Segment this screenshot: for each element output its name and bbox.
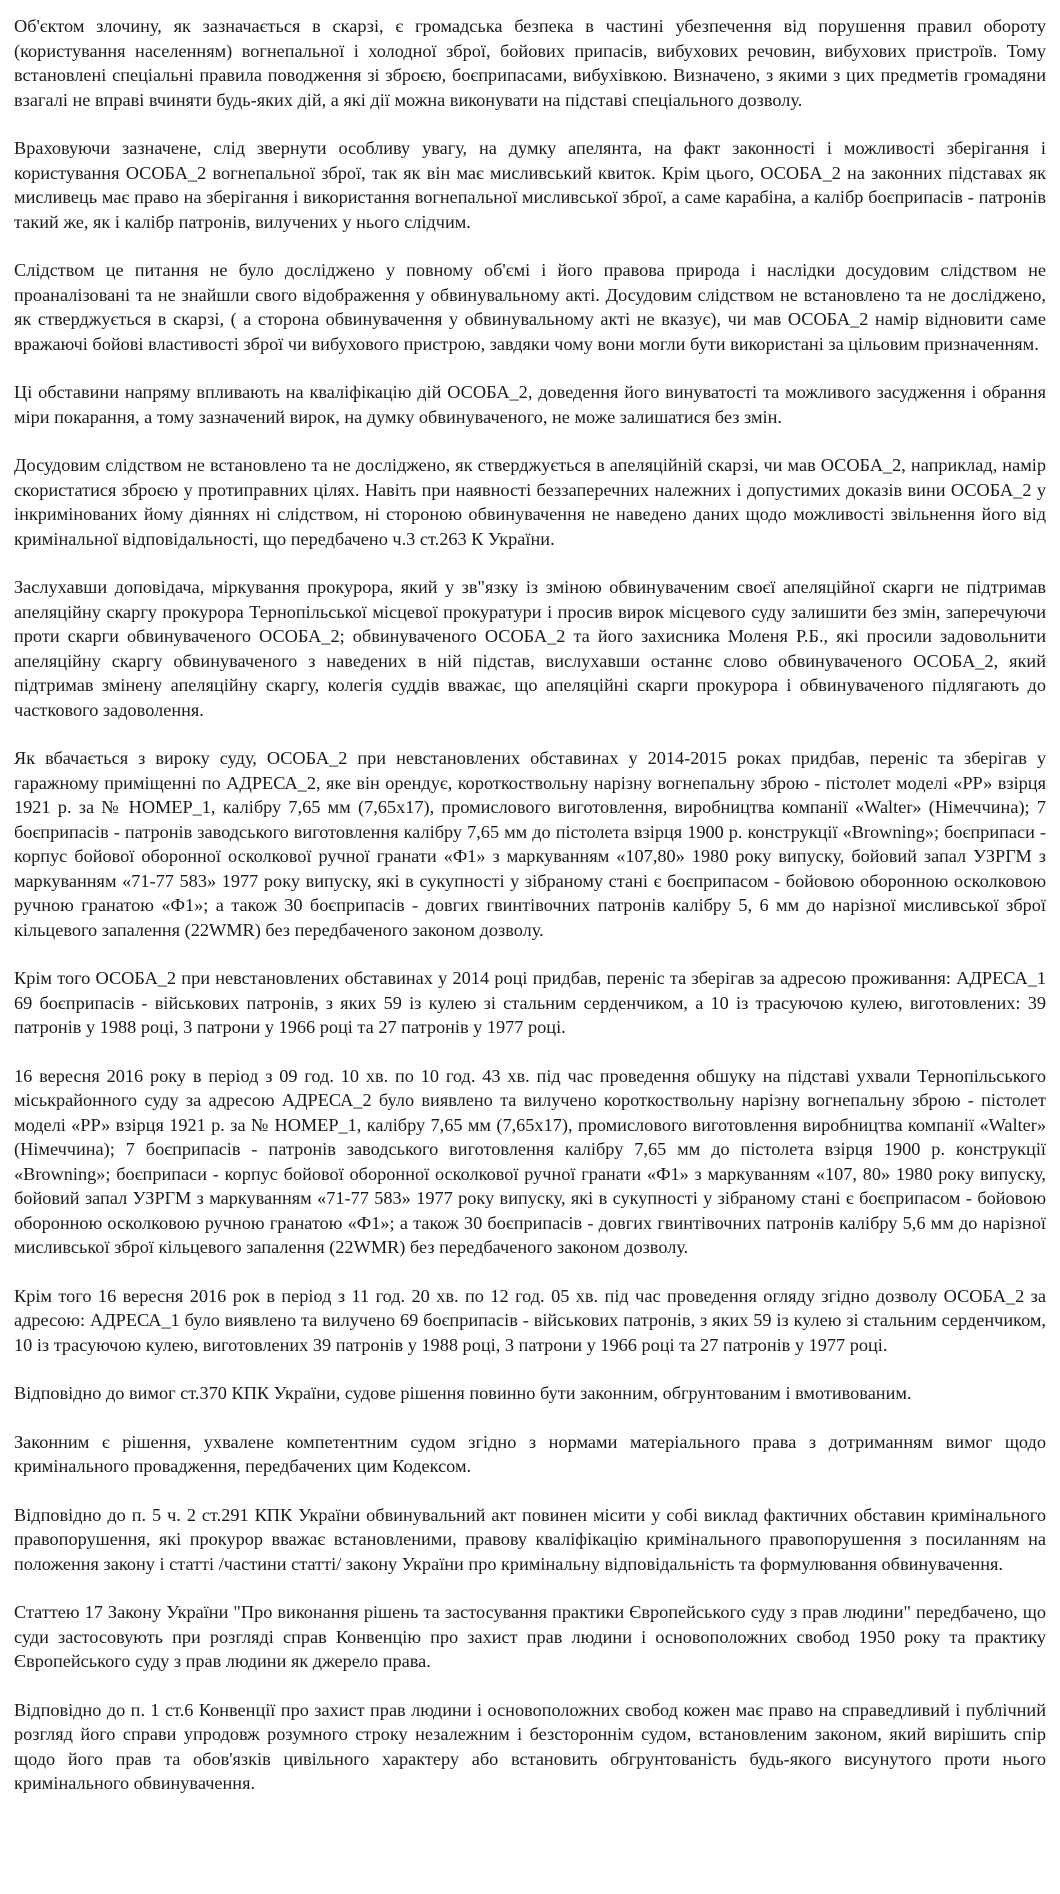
paragraph-9: 16 вересня 2016 року в період з 09 год. 10 хв. по 10 год. 43 хв. під час проведення обшуку на підставі ухвали Тернопільського міськрайонного суду за адресою АДРЕСА_2 було виявлено та вилучено короткоствольну нарізну вогнепальну зброю - пістолет моделі «РР» взірця 1921 р. за № НОМЕР_1, калібру 7,65 мм (7,65х17), промислового виготовлення виробництва компанії «Walter» (Німеччина); 7 боєприпасів - патронів заводського виготовлення калібру 7,65 мм до пістолета взірця 1900 р. конструкції «Browning»; боєприпаси - корпус бойової оборонної осколкової ручної гранати «Ф1» з маркуванням «107, 80» 1980 року випуску, бойовий запал УЗРГМ з маркуванням «71-77 583» 1977 року випуску, які в сукупності у зібраному стані є боєприпасом - бойовою оборонною осколковою ручною гранатою «Ф1»; а також 30 боєприпасів - довгих гвинтівочних патронів калібру 5,6 мм до нарізної мисливської зброї кільцевого запалення (22WMR) без передбаченого законом дозволу. [14,1065,1046,1257]
paragraph-13: Відповідно до п. 5 ч. 2 ст.291 КПК України обвинувальний акт повинен місити у собі виклад фактичних обставин кримінального правопорушення, які прокурор вважає встановленими, правову кваліфікацію кримінального правопорушення з посиланням на положення закону і статті /частини статті/ закону України про кримінальну відповідальність та формулювання обвинувачення. [14,1504,1046,1574]
paragraph-10: Крім того 16 вересня 2016 рок в період з 11 год. 20 хв. по 12 год. 05 хв. під час проведення огляду згідно дозволу ОСОБА_2 за адресою: АДРЕСА_1 було виявлено та вилучено 69 боєприпасів - військових патронів, з яких 59 із кулею зі стальним серденчиком, 10 із трасуючою кулею, виготовлених 39 патронів у 1988 році, 3 патрони у 1966 році та 27 патронів у 1977 році. [14,1285,1046,1355]
paragraph-7: Як вбачається з вироку суду, ОСОБА_2 при невстановлених обставинах у 2014-2015 роках придбав, переніс та зберігав у гаражному приміщенні по АДРЕСА_2, яке він орендує, короткоствольну нарізну вогнепальну зброю - пістолет моделі «РР» взірця 1921 р. за № НОМЕР_1, калібру 7,65 мм (7,65х17), промислового виготовлення, виробництва компанії «Walter» (Німеччина); 7 боєприпасів - патронів заводського виготовлення калібру 7,65 мм до пістолета взірця 1900 р. конструкції «Browning»; боєприпаси - корпус бойової оборонної осколкової ручної гранати «Ф1» з маркуванням «107,80» 1980 року випуску, бойовий запал УЗРГМ з маркуванням «71-77 583» 1977 року випуску, які в сукупності у зібраному стані є боєприпасом - бойовою оборонною осколковою ручною гранатою «Ф1»; а також 30 боєприпасів - довгих гвинтівочних патронів калібру 5, 6 мм до нарізної мисливської зброї кільцевого запалення (22WMR) без передбаченого законом дозволу. [14,748,1046,940]
paragraph-1: Об'єктом злочину, як зазначається в скарзі, є громадська безпека в частині убезпечення від порушення правил обороту (користування населенням) вогнепальної і холодної зброї, бойових припасів, вибухових речовин, вибухових пристроїв. Тому встановлені спеціальні правила поводження зі зброєю, боєприпасами, вибухівкою. Визначено, з якими з цих предметів громадяни взагалі не вправі вчиняти будь-яких дій, а які дії можна виконувати на підставі спеціального дозволу. [14,16,1046,110]
paragraph-4: Ці обставини напряму впливають на кваліфікацію дій ОСОБА_2, доведення його винуватості та можливого засудження і обрання міри покарання, а тому зазначений вирок, на думку обвинуваченого, не може залишатися без змін. [14,382,1046,427]
paragraph-11: Відповідно до вимог ст.370 КПК України, судове рішення повинно бути законним, обгрунтованим і вмотивованим. [14,1383,912,1403]
paragraph-5: Досудовим слідством не встановлено та не досліджено, як стверджується в апеляційній скарзі, чи мав ОСОБА_2, наприклад, намір скористатися зброєю у протиправних цілях. Навіть при наявності беззаперечних належних і допустимих доказів вини ОСОБА_2 у інкримінованих йому діяннях ні слідством, ні стороною обвинувачення не наведено даних щодо можливості звільнення його від кримінальної відповідальності, що передбачено ч.3 ст.263 К України. [14,455,1046,549]
paragraph-15: Відповідно до п. 1 ст.6 Конвенції про захист прав людини і основоположних свобод кожен має право на справедливий і публічний розгляд його справи упродовж розумного строку незалежним і безстороннім судом, встановленим законом, який вирішить спір щодо його прав та обов'язків цивільного характеру або встановить обгрунтованість будь-якого висунутого проти нього кримінального обвинувачення. [14,1699,1046,1793]
paragraph-8: Крім того ОСОБА_2 при невстановлених обставинах у 2014 році придбав, переніс та зберігав за адресою проживання: АДРЕСА_1 69 боєприпасів - військових патронів, з яких 59 із кулею зі стальним серденчиком, а 10 із трасуючою кулею, виготовлених: 39 патронів у 1988 році, 3 патрони у 1966 році та 27 патронів у 1977 році. [14,968,1046,1037]
paragraph-3: Слідством це питання не було досліджено у повному об'ємі і його правова природа і наслідки досудовим слідством не проаналізовані та не знайшли свого відображення у обвинувальному акті. Досудовим слідством не встановлено та не досліджено, як стверджується в скарзі, ( а сторона обвинувачення у обвинувальному акті не вказує), чи мав ОСОБА_2 намір відновити саме вражаючі бойові властивості зброї чи вибухового пристрою, завдяки чому вони могли бути використані за цільовим призначенням. [14,260,1046,354]
paragraph-2: Враховуючи зазначене, слід звернути особливу увагу, на думку апелянта, на факт законності і можливості зберігання і користування ОСОБА_2 вогнепальної зброї, так як він має мисливський квиток. Крім цього, ОСОБА_2 на законних підставах як мисливець має право на зберігання і використання вогнепальної мисливської зброї, а саме карабіна, а калібр боєприпасів - патронів такий же, як і калібр патронів, вилучених у нього слідчим. [14,138,1046,232]
paragraph-6: Заслухавши доповідача, міркування прокурора, який у зв"язку із зміною обвинуваченим своєї апеляційної скарги не підтримав апеляційну скаргу прокурора Тернопільської місцевої прокуратури і просив вирок місцевого суду залишити без змін, заперечуючи проти скарги обвинуваченого ОСОБА_2; обвинуваченого ОСОБА_2 та його захисника Моленя Р.Б., які просили задовольнити апеляційну скаргу обвинуваченого з наведених в ній підстав, вислухавши останнє слово обвинуваченого ОСОБА_2, який підтримав змінену апеляційну скаргу, колегія суддів вважає, що апеляційні скарги прокурора і обвинуваченого підлягають до часткового задоволення. [14,577,1046,720]
paragraph-14: Статтею 17 Закону України "Про виконання рішень та застосування практики Європейського суду з прав людини" передбачено, що суди застосовують при розгляді справ Конвенцію про захист прав людини і основоположних свобод 1950 року та практику Європейського суду з прав людини як джерело права. [14,1602,1046,1671]
paragraph-12: Законним є рішення, ухвалене компетентним судом згідно з нормами матеріального права з дотриманням вимог щодо кримінального провадження, передбачених цим Кодексом. [14,1431,1046,1476]
